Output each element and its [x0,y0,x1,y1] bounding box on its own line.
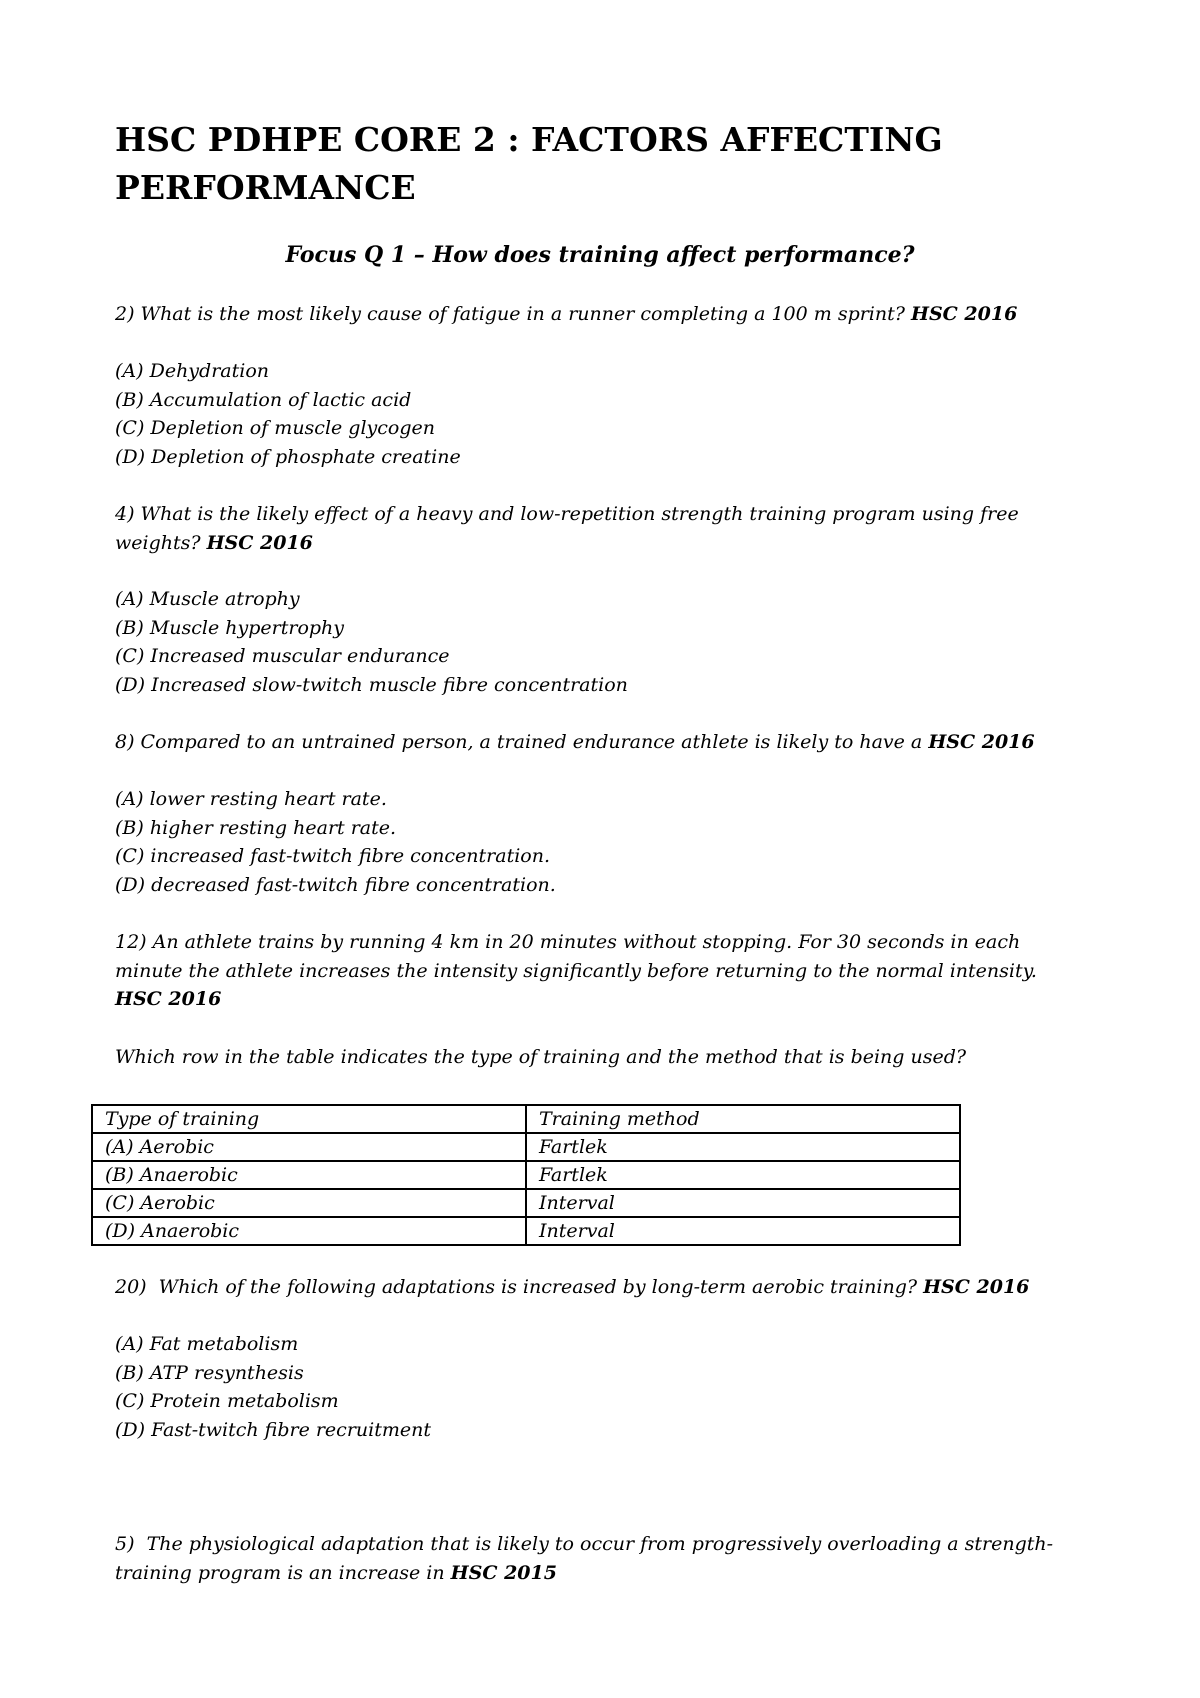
table-cell: Fartlek [526,1133,960,1161]
question-4 [115,500,1075,557]
question-4-options [115,585,1015,699]
table-cell: Fartlek [526,1161,960,1189]
question-2 [115,300,1075,329]
table-cell: (A) Aerobic [92,1133,526,1161]
exam-tag: HSC 2016 [911,303,1018,325]
option-b: (B) higher resting heart rate. [115,816,397,839]
question-8-options [115,785,1015,899]
table-row [92,1189,960,1217]
exam-tag: HSC 2016 [206,531,313,554]
question-text: 5) The physiological adaptation that is likely to occur from progressively overloading a strength-training program is an increase in [115,1533,1054,1584]
table-cell: (B) Anaerobic [92,1161,526,1189]
focus-question-heading: Focus Q 1 – How does training affect performance? [285,242,915,268]
option-a: (A) lower resting heart rate. [115,788,387,810]
option-a: (A) Muscle atrophy [115,588,300,610]
question-text: 8) Compared to an untrained person, a trained endurance athlete is likely to have a [115,731,929,753]
option-b: (B) Muscle hypertrophy [115,616,345,639]
table-row [92,1161,960,1189]
question-20 [115,1273,1075,1302]
question-5 [115,1530,1075,1587]
option-d: (D) Increased slow-twitch muscle fibre concentration [115,673,628,696]
question-12 [115,928,1075,1014]
option-c: (C) Depletion of muscle glycogen [115,417,436,439]
table-header-cell: Training method [526,1105,960,1133]
document-title: HSC PDHPE CORE 2 : FACTORS AFFECTING PERFORMANCE [115,120,943,207]
question-8 [115,728,1075,757]
exam-tag: HSC 2016 [928,731,1035,753]
option-d: (D) decreased fast-twitch fibre concentration. [115,873,556,896]
table-cell: Interval [526,1217,960,1245]
option-c: (C) Increased muscular endurance [115,645,450,667]
option-b: (B) Accumulation of lactic acid [115,388,412,411]
exam-tag: HSC 2016 [115,988,222,1010]
exam-tag: HSC 2016 [923,1276,1030,1298]
option-c: (C) Protein metabolism [115,1390,339,1412]
question-text: 20) Which of the following adaptations is increased by long-term aerobic training? [115,1276,924,1298]
option-a: (A) Fat metabolism [115,1333,299,1355]
option-c: (C) increased fast-twitch fibre concentration. [115,845,551,867]
option-d: (D) Depletion of phosphate creatine [115,445,461,468]
table-header-cell: Type of training [92,1105,526,1133]
table-cell: (C) Aerobic [92,1189,526,1217]
question-text: 2) What is the most likely cause of fatigue in a runner completing a 100 m sprint? [115,303,911,325]
option-a: (A) Dehydration [115,360,269,382]
option-d: (D) Fast-twitch fibre recruitment [115,1418,431,1441]
question-text: 12) An athlete trains by running 4 km in 20 minutes without stopping. For 30 seconds in each minute the athlete increases the intensity significantly before returning to the normal intensity. [115,931,1043,982]
question-20-options [115,1330,1015,1444]
question-12-instruction: Which row in the table indicates the type of training and the method that is being used? [115,1046,967,1068]
training-table [91,1104,961,1246]
table-row [92,1217,960,1245]
question-text: 4) What is the likely effect of a heavy and low-repetition strength training program using free weights? [115,503,1025,554]
table-cell: Interval [526,1189,960,1217]
option-b: (B) ATP resynthesis [115,1361,304,1384]
table-cell: (D) Anaerobic [92,1217,526,1245]
table-row [92,1133,960,1161]
exam-tag: HSC 2015 [450,1561,557,1584]
table-header-row [92,1105,960,1133]
question-2-options [115,357,1015,471]
